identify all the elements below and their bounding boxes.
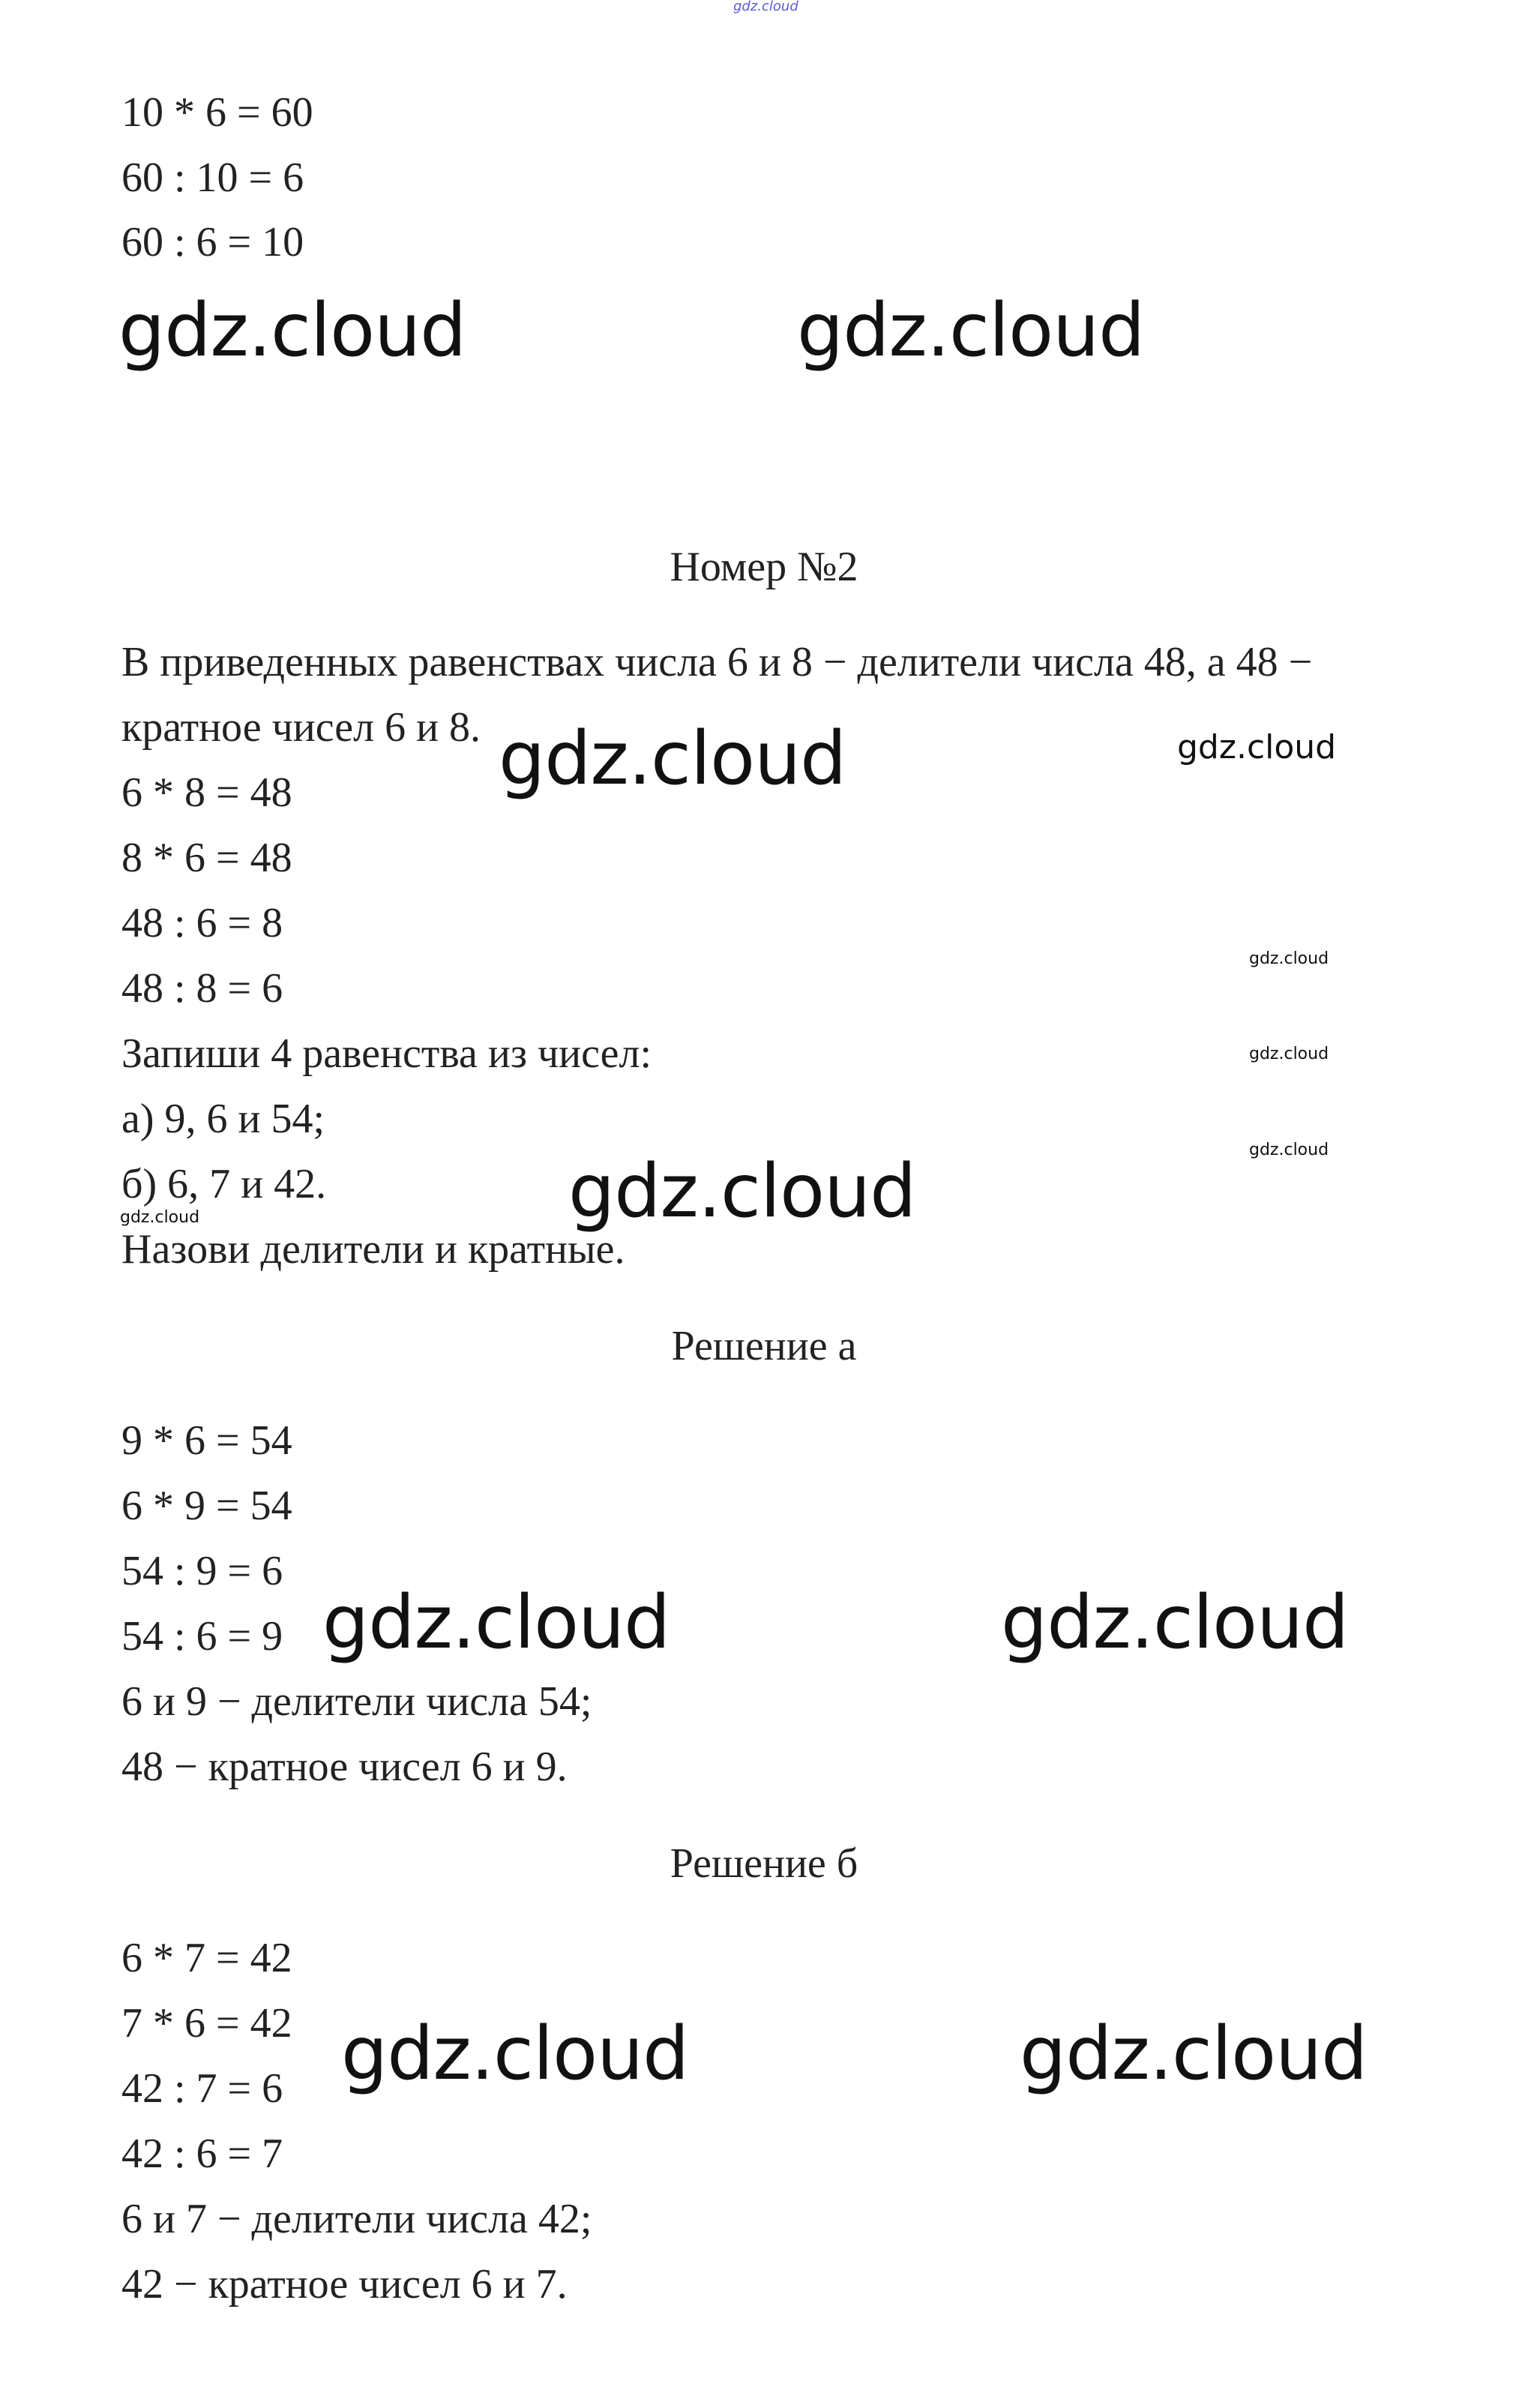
equation-line: 9 * 6 = 54 xyxy=(121,1417,292,1464)
task-prompt: Запиши 4 равенства из чисел: xyxy=(121,1030,652,1077)
solution-text-line: 48 − кратное чисел 6 и 9. xyxy=(121,1744,568,1790)
equation-line: 7 * 6 = 42 xyxy=(121,2000,292,2047)
watermark: gdz.cloud xyxy=(499,716,846,802)
watermark: gdz.cloud xyxy=(1020,2011,1368,2097)
task-instruction: Назови делители и кратные. xyxy=(121,1226,625,1273)
task-option-a: а) 9, 6 и 54; xyxy=(121,1096,325,1142)
solution-text-line: 6 и 9 − делители числа 54; xyxy=(121,1678,592,1725)
equation-line: 6 * 9 = 54 xyxy=(121,1483,292,1529)
watermark: gdz.cloud xyxy=(118,288,466,373)
watermark: gdz.cloud xyxy=(1249,1141,1329,1159)
task-option-b: б) 6, 7 и 42. xyxy=(121,1161,327,1207)
watermark-top: gdz.cloud xyxy=(733,0,798,14)
watermark: gdz.cloud xyxy=(797,288,1145,373)
solution-text-line: 6 и 7 − делители числа 42; xyxy=(121,2196,592,2242)
equation-line: 60 : 6 = 10 xyxy=(121,219,304,265)
watermark: gdz.cloud xyxy=(1177,728,1337,766)
watermark: gdz.cloud xyxy=(341,2011,689,2097)
task-intro-line: кратное чисел 6 и 8. xyxy=(121,704,481,751)
equation-line: 54 : 6 = 9 xyxy=(121,1613,283,1660)
task-intro-line: В приведенных равенствах числа 6 и 8 − делители числа 48, а 48 − xyxy=(121,639,1313,685)
watermark: gdz.cloud xyxy=(322,1580,670,1666)
watermark: gdz.cloud xyxy=(1249,949,1329,968)
equation-line: 42 : 6 = 7 xyxy=(121,2131,283,2177)
equation-line: 48 : 8 = 6 xyxy=(121,965,283,1012)
section-title: Решение б xyxy=(670,1840,858,1887)
equation-line: 48 : 6 = 8 xyxy=(121,900,283,946)
equation-line: 10 * 6 = 60 xyxy=(121,89,313,136)
watermark: gdz.cloud xyxy=(1249,1045,1329,1063)
watermark: gdz.cloud xyxy=(1001,1580,1349,1666)
section-title: Решение а xyxy=(671,1323,857,1369)
equation-line: 42 : 7 = 6 xyxy=(121,2065,283,2112)
equation-line: 6 * 7 = 42 xyxy=(121,1935,292,1981)
equation-line: 54 : 9 = 6 xyxy=(121,1548,283,1594)
equation-line: 6 * 8 = 48 xyxy=(121,769,292,816)
section-title: Номер №2 xyxy=(670,544,858,590)
solution-text-line: 42 − кратное чисел 6 и 7. xyxy=(121,2261,568,2308)
watermark: gdz.cloud xyxy=(568,1149,916,1234)
equation-line: 60 : 10 = 6 xyxy=(121,154,304,201)
watermark: gdz.cloud xyxy=(120,1208,200,1227)
equation-line: 8 * 6 = 48 xyxy=(121,835,292,881)
